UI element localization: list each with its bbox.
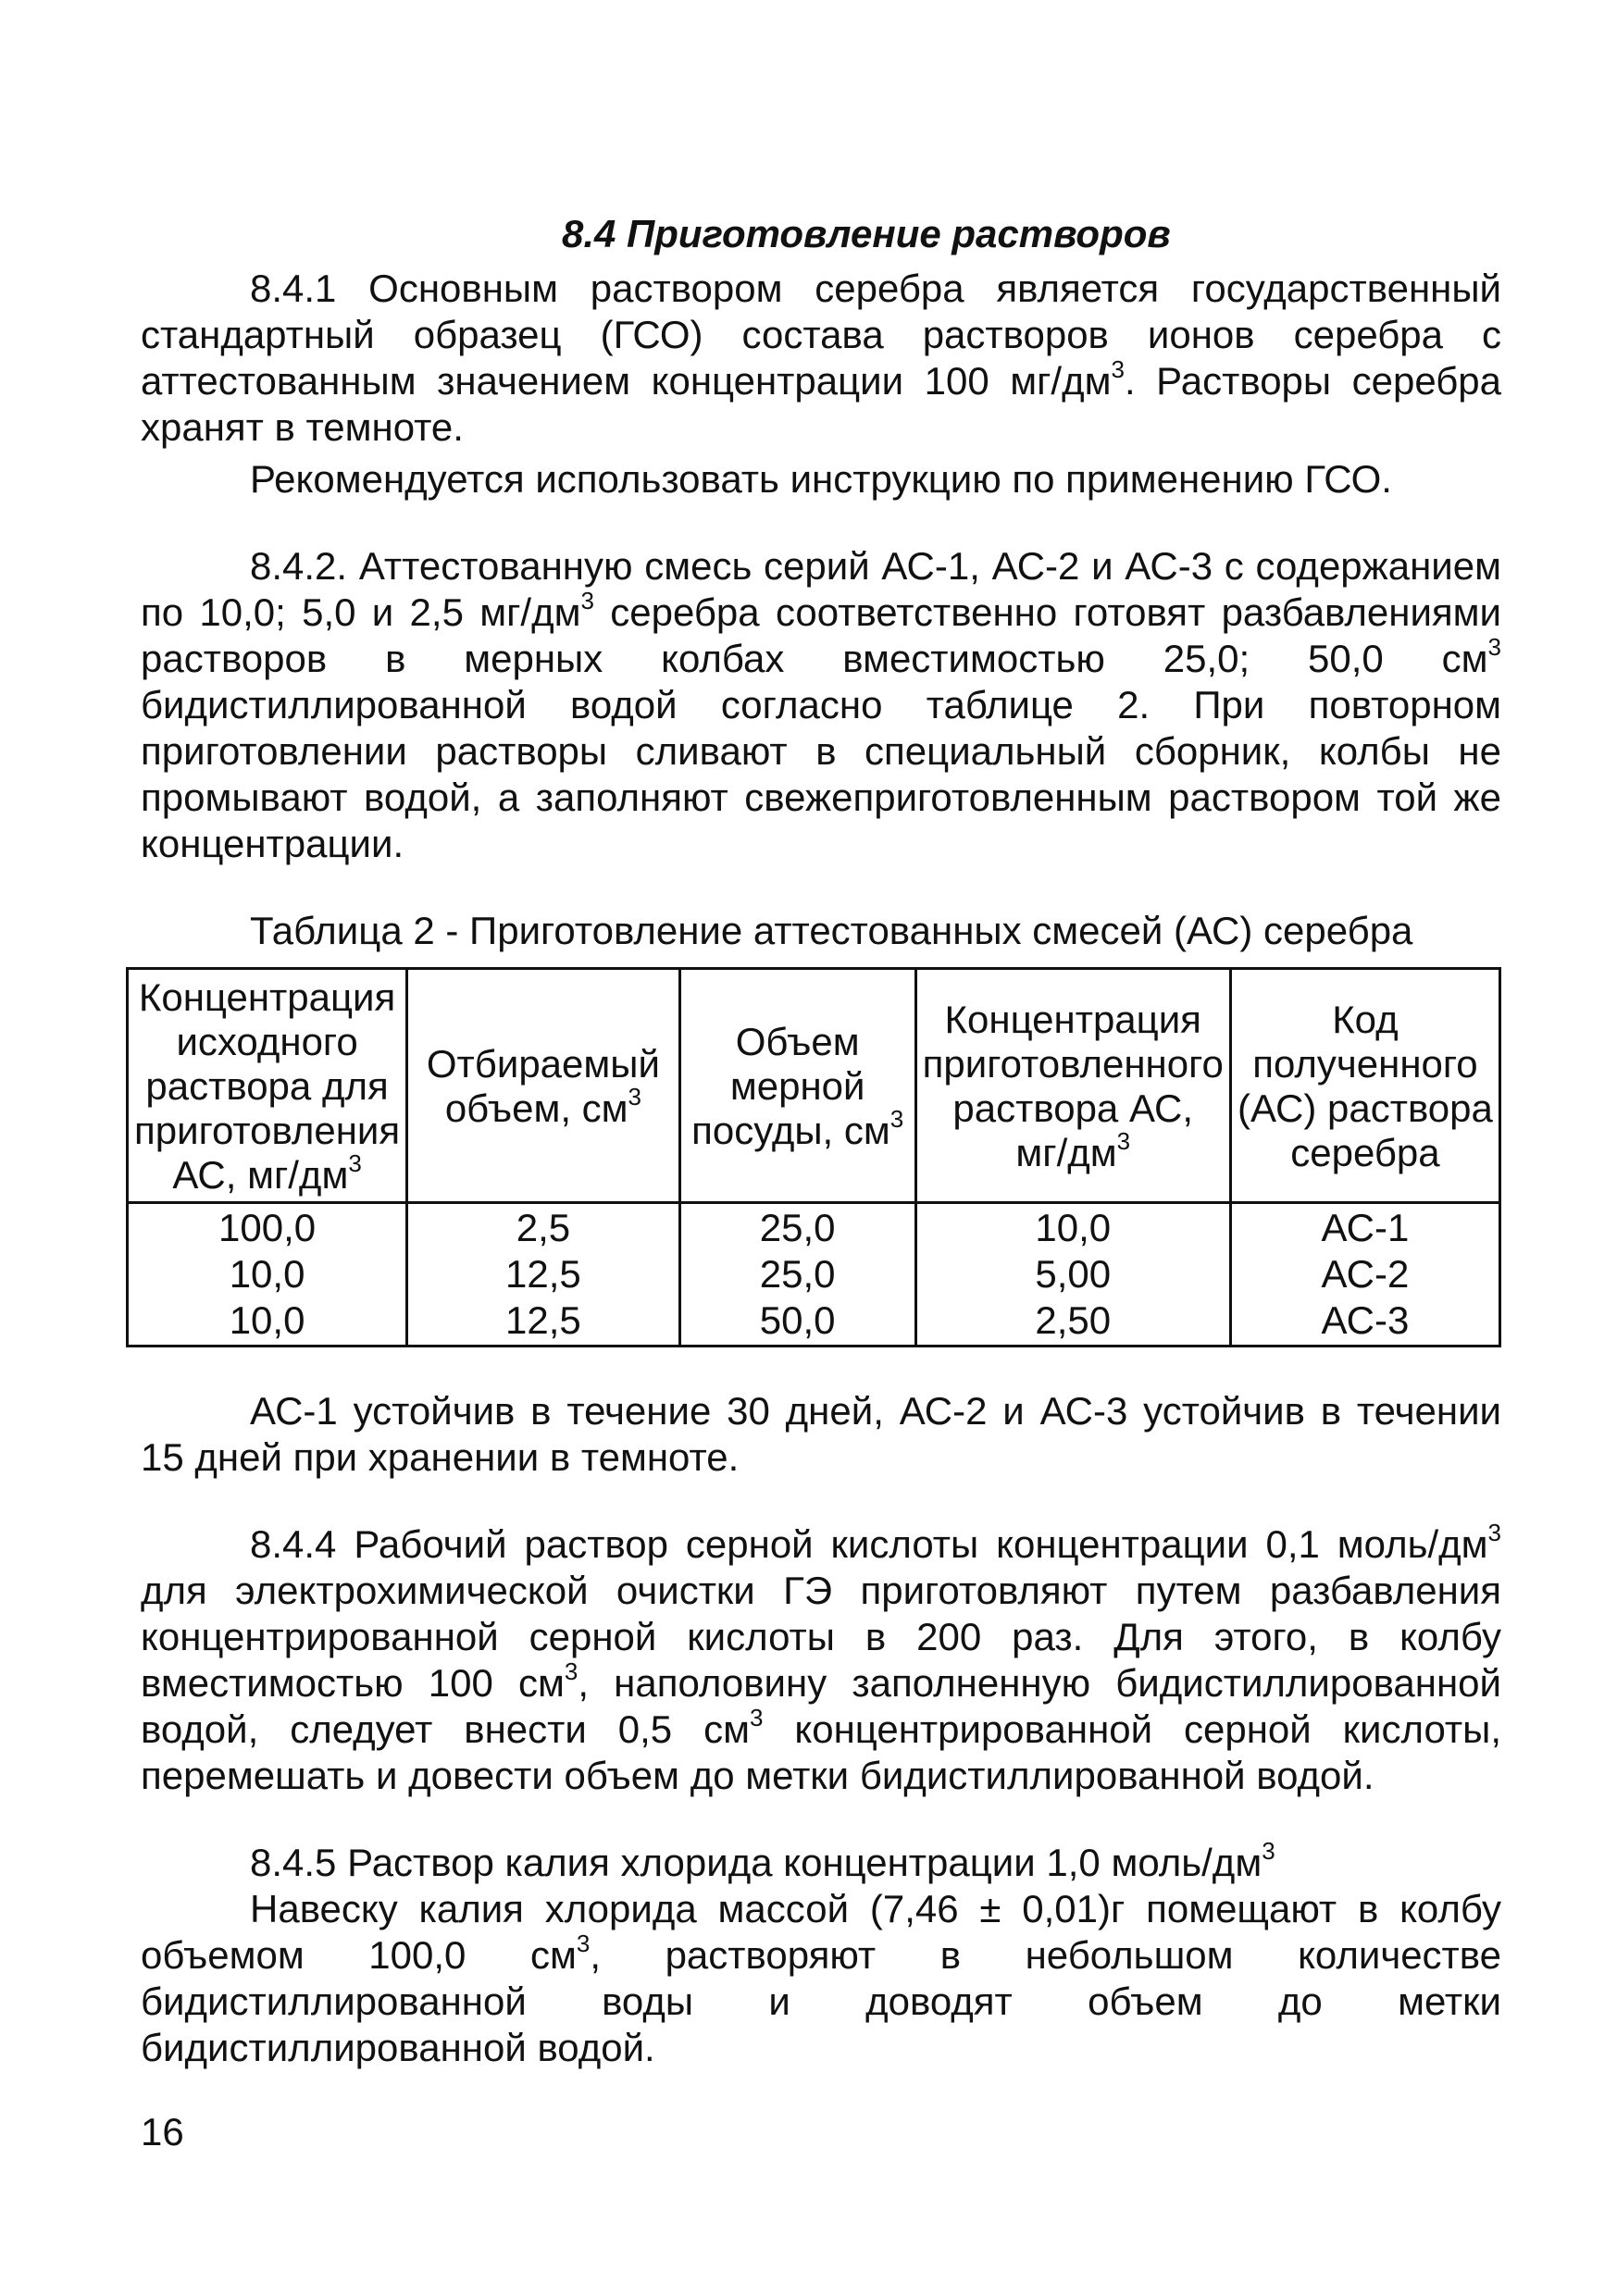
table-cell: АС-3 <box>1230 1297 1499 1347</box>
table-cell: 5,00 <box>915 1250 1230 1297</box>
table-cell: 25,0 <box>679 1250 915 1297</box>
table-header-cell: Объем мерной посуды, $см^3$ <box>679 969 915 1203</box>
superscript: 3 <box>1262 1837 1275 1865</box>
document-page <box>134 208 1502 2071</box>
table-row <box>128 1250 1500 1297</box>
superscript: 3 <box>749 1704 764 1731</box>
paragraph-8-4-5-title: 8.4.5 Раствор калия хлорида концентрации 1,0 моль/$дм^3$ <box>250 1837 1275 1884</box>
superscript: 3 <box>1111 355 1125 383</box>
table-cell: АС-2 <box>1230 1250 1499 1297</box>
table-cell: 100,0 <box>128 1203 407 1251</box>
table-cell: 12,5 <box>407 1297 680 1347</box>
table-cell: 25,0 <box>679 1203 915 1251</box>
table-cell: 50,0 <box>679 1297 915 1347</box>
preparation-table <box>126 967 1501 1347</box>
paragraph-8-4-5-body: Навеску калия хлорида массой (7,46 ± 0,01)г помещают в колбу объемом 100,0 $см^3$, растворяют в небольшом количестве бидистиллированной воды и доводят объем до метки бидистиллированной водой. <box>141 1887 1501 2069</box>
table-cell: 12,5 <box>407 1250 680 1297</box>
superscript: 3 <box>1487 633 1501 661</box>
table-cell: АС-1 <box>1230 1203 1499 1251</box>
table-header-cell: Отбираемый объем, $см^3$ <box>407 969 680 1203</box>
superscript: 3 <box>580 587 594 614</box>
table-header-cell: Концентрация приготовленного раствора АС, $мг/дм^3$ <box>915 969 1230 1203</box>
paragraph-8-4-2: 8.4.2. Аттестованную смесь серий АС-1, АС-2 и АС-3 с содержанием по 10,0; 5,0 и 2,5 $мг/дм^3$ серебра соответственно готовят разбавлениями растворов в мерных колбах вместимостью 25,0; 50,0 $см^3$ бидистиллированной водой согласно таблице 2. При повторном приготовлении растворы сливают в специальный сборник, колбы не промывают водой, а заполняют свежеприготовленным раствором той же концентрации. <box>141 544 1501 865</box>
paragraph-recommendation: Рекомендуется использовать инструкцию по применению ГСО. <box>250 457 1392 501</box>
table-cell: 10,0 <box>128 1250 407 1297</box>
table-cell: 2,5 <box>407 1203 680 1251</box>
table-header-cell: Код полученного (АС) раствора серебра <box>1230 969 1499 1203</box>
superscript: 3 <box>564 1657 578 1685</box>
page-number: 16 <box>141 2110 184 2153</box>
table-header-cell: Концентрация исходного раствора для приготовления АС, $мг/дм^3$ <box>128 969 407 1203</box>
table-row <box>128 1297 1500 1347</box>
paragraph-stability: АС-1 устойчив в течение 30 дней, АС-2 и АС-3 устойчив в течении 15 дней при хранении в темноте. <box>141 1389 1501 1479</box>
table-cell: 10,0 <box>915 1203 1230 1251</box>
section-heading: 8.4 Приготовление растворов <box>562 212 1171 255</box>
paragraph-8-4-1: 8.4.1 Основным раствором серебра является государственный стандартный образец (ГСО) состава растворов ионов серебра с аттестованным значением концентрации 100 $мг/дм^3$. Растворы серебра хранят в темноте. <box>141 267 1502 449</box>
table-header-row <box>128 969 1500 1203</box>
table-caption: Таблица 2 - Приготовление аттестованных смесей (АС) серебра <box>250 909 1413 952</box>
table-row <box>128 1203 1500 1251</box>
superscript: 3 <box>1487 1519 1501 1546</box>
table-cell: 2,50 <box>915 1297 1230 1347</box>
superscript: 3 <box>576 1930 591 1957</box>
table-cell: 10,0 <box>128 1297 407 1347</box>
paragraph-8-4-4: 8.4.4 Рабочий раствор серной кислоты концентрации 0,1 моль/$дм^3$ для электрохимической очистки ГЭ приготовляют путем разбавления концентрированной серной кислоты в 200 раз. Для этого, в колбу вместимостью 100 $см^3$, наполовину заполненную бидистиллированной водой, следует внести 0,5 $см^3$ концентрированной серной кислоты, перемешать и довести объем до метки бидистиллированной водой. <box>141 1519 1502 1797</box>
